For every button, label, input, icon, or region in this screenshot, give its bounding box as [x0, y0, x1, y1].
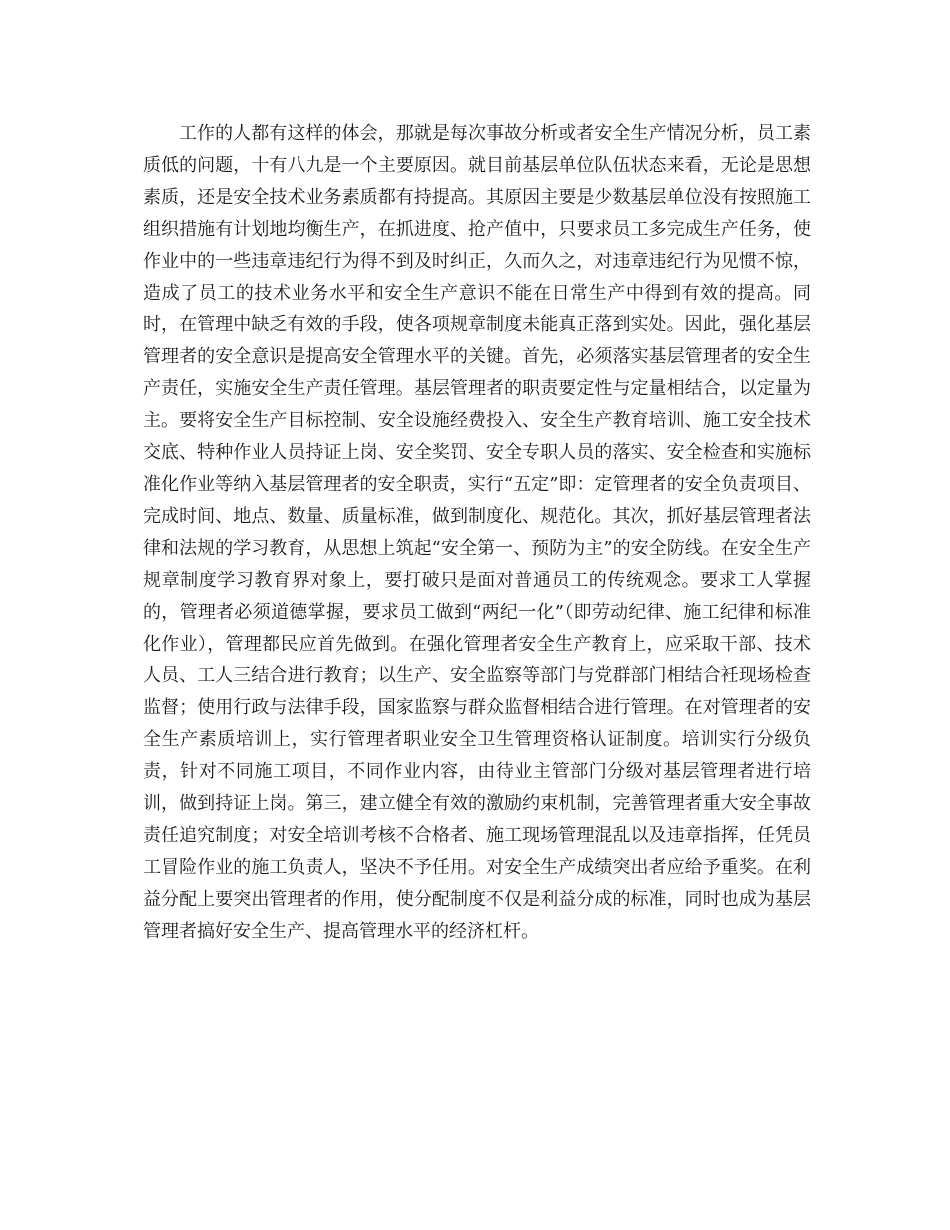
- body-paragraph: 工作的人都有这样的体会，那就是每次事故分析或者安全生产情况分析，员工素质低的问题，十有八九是一个主要原因。就目前基层单位队伍状态来看，无论是思想素质，还是安全技术业务素质都有持提高。其原因主要是少数基层单位没有按照施工组织措施有计划地均衡生产，在抓进度、抢产值中，只要求员工多完成生产任务，使作业中的一些违章违纪行为得不到及时纠正，久而久之，对违章违纪行为见惯不惊，造成了员工的技术业务水平和安全生产意识不能在日常生产中得到有效的提高。同时，在管理中缺乏有效的手段，使各项规章制度未能真正落到实处。因此，强化基层管理者的安全意识是提高安全管理水平的关键。首先，必须落实基层管理者的安全生产责任，实施安全生产责任管理。基层管理者的职责要定性与定量相结合，以定量为主。要将安全生产目标控制、安全设施经费投入、安全生产教育培训、施工安全技术交底、特种作业人员持证上岗、安全奖罚、安全专职人员的落实、安全检查和实施标准化作业等纳入基层管理者的安全职责，实行“五定”即：定管理者的安全负责项目、完成时间、地点、数量、质量标准，做到制度化、规范化。其次，抓好基层管理者法律和法规的学习教育，从思想上筑起“安全第一、预防为主”的安全防线。在安全生产规章制度学习教育界对象上，要打破只是面对普通员工的传统观念。要求工人掌握的，管理者必须道德掌握，要求员工做到“两纪一化”（即劳动纪律、施工纪律和标准化作业），管理都民应首先做到。在强化管理者安全生产教育上，应采取干部、技术人员、工人三结合进行教育；以生产、安全监察等部门与党群部门相结合衽现场检查监督；使用行政与法律手段，国家监察与群众监督相结合进行管理。在对管理者的安全生产素质培训上，实行管理者职业安全卫生管理资格认证制度。培训实行分级负责，针对不同施工项目，不同作业内容，由待业主管部门分级对基层管理者进行培训，做到持证上岗。第三，建立健全有效的激励约束机制，完善管理者重大安全事故责任追究制度；对安全培训考核不合格者、施工现场管理混乱以及违章指挥，任凭员工冒险作业的施工负责人，坚决不予任用。对安全生产成绩突出者应给予重奖。在利益分配上要突出管理者的作用，使分配制度不仅是利益分成的标准，同时也成为基层管理者搞好安全生产、提高管理水平的经济杠杆。: [143, 123, 811, 942]
